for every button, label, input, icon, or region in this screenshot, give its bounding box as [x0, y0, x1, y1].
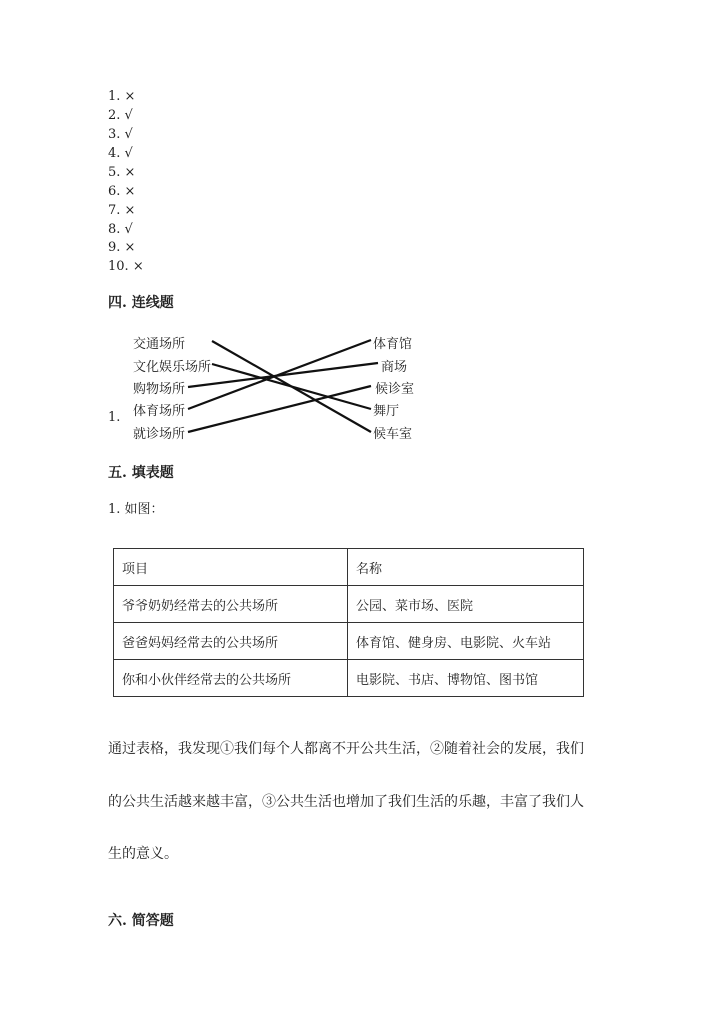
match-left-item: 文化娱乐场所: [133, 360, 212, 375]
answer-item: 7. ×: [108, 203, 136, 218]
match-right-item: 体育馆: [373, 337, 413, 352]
answer-item: 1. ×: [108, 89, 136, 104]
match-left-item: 就诊场所: [133, 427, 186, 442]
table-cell: 爷爷奶奶经常去的公共场所: [114, 586, 348, 623]
table-row: [114, 623, 584, 660]
answer-item: 4. √: [108, 146, 133, 161]
answer-item: 9. ×: [108, 240, 136, 255]
table-header-row: [114, 549, 584, 586]
match-item-number: 1.: [108, 410, 121, 425]
match-line: [188, 386, 371, 432]
answer-item: 2. √: [108, 108, 133, 123]
table-cell: 电影院、书店、博物馆、图书馆: [348, 660, 584, 697]
match-right-item: 商场: [381, 360, 408, 375]
paragraph-line: 生的意义。: [108, 846, 178, 862]
places-table: [113, 548, 584, 697]
paragraph-line: 的公共生活越来越丰富，③公共生活也增加了我们生活的乐趣，丰富了我们人: [108, 794, 584, 810]
match-line: [188, 340, 371, 409]
answer-item: 6. ×: [108, 184, 136, 199]
table-cell: 你和小伙伴经常去的公共场所: [114, 660, 348, 697]
answer-item: 8. √: [108, 222, 133, 237]
match-left-item: 购物场所: [133, 382, 186, 397]
match-right-item: 候诊室: [375, 382, 415, 397]
answer-item: 3. √: [108, 127, 133, 142]
paragraph-line: 通过表格，我发现①我们每个人都离不开公共生活，②随着社会的发展，我们: [108, 741, 584, 757]
match-left-item: 交通场所: [133, 337, 186, 352]
answer-item: 5. ×: [108, 165, 136, 180]
match-right-item: 舞厅: [373, 404, 400, 419]
table-cell: 公园、菜市场、医院: [348, 586, 584, 623]
section-4-title: 四. 连线题: [108, 295, 174, 311]
section-5-title: 五. 填表题: [108, 465, 174, 481]
table-cell: 爸爸妈妈经常去的公共场所: [114, 623, 348, 660]
table-row: [114, 660, 584, 697]
section-6-title: 六. 简答题: [108, 913, 174, 929]
answer-item: 10. ×: [108, 259, 144, 274]
table-cell: 体育馆、健身房、电影院、火车站: [348, 623, 584, 660]
table-header-cell: 名称: [348, 549, 584, 586]
match-right-item: 候车室: [373, 427, 413, 442]
match-left-item: 体育场所: [133, 404, 186, 419]
table-intro-label: 1. 如图：: [108, 502, 164, 517]
table-header-cell: 项目: [114, 549, 348, 586]
table-row: [114, 586, 584, 623]
